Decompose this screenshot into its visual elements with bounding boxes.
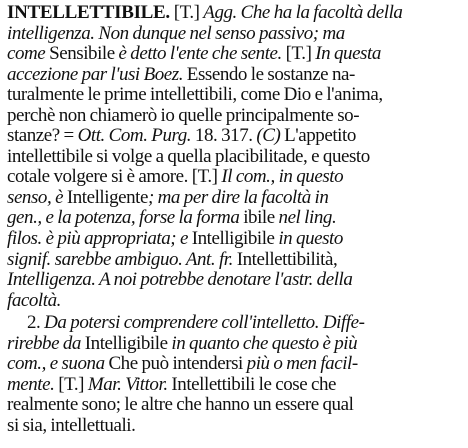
roman-text: realmente sono; le altre che hanno un essere qual	[7, 395, 354, 416]
italic-text: Ott. Com. Purg.	[77, 126, 192, 147]
italic-text: accezione par l'usi Boez.	[7, 64, 183, 85]
italic-text: (C)	[256, 126, 281, 147]
entry-line	[7, 85, 459, 106]
italic-text: è detto l'ente che sente.	[118, 44, 282, 65]
entry-line	[7, 375, 459, 396]
italic-text: In questa	[315, 44, 381, 65]
roman-text: Intelligente	[66, 187, 148, 208]
roman-text: Intelligibile	[84, 333, 168, 354]
entry-line	[7, 106, 459, 127]
entry-line	[7, 229, 459, 250]
roman-text: Intellettibili le cose che	[167, 374, 337, 395]
italic-text: rirebbe da	[7, 333, 85, 354]
italic-text: nel ling.	[274, 208, 337, 229]
roman-text: turalmente le prime intellettibili, come Dio e l'anima,	[7, 85, 383, 106]
roman-text: Sensibile	[49, 44, 119, 65]
roman-text: intellettibile si volge a quella placibilitade, e questo	[7, 146, 370, 167]
italic-text: Il com., in questo	[221, 167, 344, 188]
entry-line	[7, 208, 459, 229]
entry-line	[7, 334, 459, 355]
entry-line	[7, 395, 459, 416]
roman-text: si sia, intellettuali.	[7, 415, 136, 436]
roman-text: stanze? =	[7, 126, 78, 147]
entry-line	[7, 3, 459, 24]
entry-line	[7, 167, 459, 188]
entry-line	[7, 188, 459, 209]
italic-text: ; ma per dire la facoltà in	[147, 187, 329, 208]
entry-line	[7, 65, 459, 86]
italic-text: com., e suona	[7, 354, 109, 375]
entry-line	[7, 354, 459, 375]
italic-text: facoltà.	[7, 290, 61, 311]
entry-line	[7, 291, 459, 312]
entry-line	[7, 147, 459, 168]
roman-text: ibile	[243, 208, 275, 229]
roman-text: Intelligibile	[191, 229, 275, 250]
roman-text: [T.]	[169, 3, 204, 23]
roman-text: cotale volgere si è amore. [T.]	[7, 167, 222, 188]
italic-text: gen., e la potenza, forse la forma	[7, 208, 244, 229]
italic-text: signif. sarebbe ambiguo. Ant. fr.	[7, 249, 233, 270]
roman-text: perchè non chiamerò io quelle principalmente so-	[7, 105, 360, 126]
headword: INTELLETTIBILE.	[7, 3, 170, 23]
italic-text: senso, è	[7, 187, 67, 208]
entry-line	[7, 270, 459, 291]
roman-text: L'appetito	[280, 126, 356, 147]
roman-text: [T.]	[58, 374, 88, 395]
italic-text: Mar. Vittor.	[87, 374, 168, 395]
entry-line	[7, 44, 459, 65]
roman-text: Che può intendersi	[108, 354, 243, 375]
roman-text: 2.	[27, 313, 45, 334]
italic-text: Da potersi comprendere coll'intelletto. Diffe-	[44, 313, 365, 334]
italic-text: come	[7, 44, 50, 65]
italic-text: Agg. Che ha la facoltà della	[203, 3, 403, 23]
entry-line	[7, 24, 459, 45]
roman-text: Intellettibilità,	[232, 249, 338, 270]
italic-text: in questo	[274, 229, 343, 250]
entry-line	[7, 126, 459, 147]
roman-text: Essendo le sostanze na-	[183, 64, 355, 85]
entry-line	[7, 416, 459, 437]
italic-text: Intelligenza. A noi potrebbe denotare l'astr. della	[7, 270, 353, 291]
italic-text: più o men facil-	[242, 354, 358, 375]
roman-text: 18. 317.	[191, 126, 257, 147]
dictionary-entry	[7, 3, 459, 436]
entry-line	[7, 250, 459, 271]
italic-text: intelligenza. Non dunque nel senso passivo; ma	[7, 23, 345, 44]
italic-text: in quanto che questo è più	[167, 333, 358, 354]
italic-text: filos. è più appropriata; e	[7, 229, 192, 250]
entry-line	[7, 313, 459, 334]
italic-text: mente.	[7, 374, 59, 395]
roman-text: [T.]	[281, 44, 316, 65]
